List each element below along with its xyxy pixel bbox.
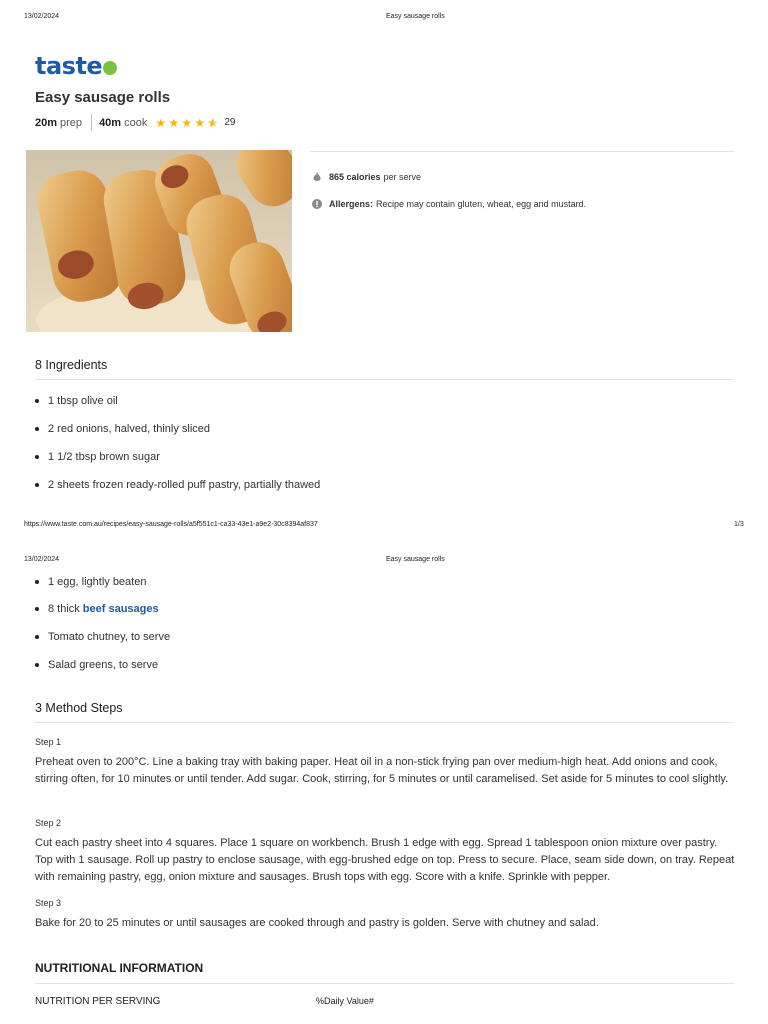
method-rule — [35, 722, 734, 723]
print-header-date: 13/02/2024 — [24, 13, 60, 20]
ingredients-rule — [35, 379, 734, 380]
page-title: Easy sausage rolls — [35, 89, 171, 106]
meta-divider — [91, 114, 92, 131]
beef-sausages-link[interactable]: beef sausages — [82, 603, 159, 615]
logo-text: taste — [35, 52, 103, 80]
logo-dot-icon — [103, 61, 117, 75]
ingredient-item: 1 1/2 tbsp brown sugar — [35, 451, 160, 463]
prep-label: prep — [60, 116, 83, 129]
allergens-row — [312, 199, 586, 209]
calories-value: 865 calories — [329, 172, 381, 182]
daily-value-label: %Daily Value# — [316, 996, 374, 1006]
print-header-title: Easy sausage rolls — [386, 13, 445, 20]
ingredient-item: Salad greens, to serve — [35, 659, 158, 671]
print-header-date: 13/02/2024 — [24, 556, 60, 563]
ingredient-item: 2 sheets frozen ready-rolled puff pastry, partially thawed — [35, 479, 320, 491]
method-heading: 3 Method Steps — [35, 701, 123, 715]
info-divider — [310, 151, 734, 152]
info-icon — [312, 199, 322, 209]
star-icon: ★ — [194, 115, 206, 130]
recipe-photo — [26, 150, 292, 332]
rating-stars[interactable] — [155, 117, 220, 129]
nutrition-heading: NUTRITIONAL INFORMATION — [35, 961, 204, 975]
prep-time: 20m — [35, 116, 58, 129]
star-icon: ★ — [181, 115, 193, 130]
recipe-meta — [35, 114, 235, 131]
calories-suffix: per serve — [383, 172, 422, 182]
print-header-title: Easy sausage rolls — [386, 556, 445, 563]
cook-time: 40m — [99, 116, 122, 129]
ingredient-item: Tomato chutney, to serve — [35, 631, 170, 643]
ingredient-item: 1 egg, lightly beaten — [35, 576, 146, 588]
half-star-icon — [207, 117, 219, 129]
taste-logo[interactable] — [35, 53, 117, 79]
allergens-text: Recipe may contain gluten, wheat, egg and mustard. — [376, 199, 587, 209]
nutrition-per-serving-label: NUTRITION PER SERVING — [35, 996, 161, 1007]
print-footer-page: 1/3 — [734, 521, 744, 528]
flame-icon — [312, 172, 322, 182]
nutrition-rule — [35, 983, 734, 984]
step-label: Step 1 — [35, 737, 62, 747]
step-text: Cut each pastry sheet into 4 squares. Place 1 square on workbench. Brush 1 edge with egg. Spread 1 tablespoon onion mixture over pastry. Top with 1 sausage. Roll up pastry to enclose sausage, with egg-brushed edge on top. Press to secure. Place, seam side down, on tray. Repeat with remaining pastry, egg, onion mixture and sausages. Brush tops with egg. Score with a knife. Sprinkle with pepper. — [35, 837, 735, 883]
step-text: Bake for 20 to 25 minutes or until sausages are cooked through and pastry is golden. Serve with chutney and salad. — [35, 917, 599, 929]
ingredient-item: 2 red onions, halved, thinly sliced — [35, 423, 210, 435]
ingredient-item: 8 thick beef sausages — [35, 603, 159, 615]
ingredients-heading: 8 Ingredients — [35, 358, 108, 372]
allergens-label: Allergens: — [329, 199, 374, 209]
step-text: Preheat oven to 200°C. Line a baking tray with baking paper. Heat oil in a non-stick frying pan over medium-high heat. Add onions and cook, stirring often, for 10 minutes or until tender. Add sugar. Cook, stirring, for 5 minutes or until caramelised. Set aside for 5 minutes to cool slightly. — [35, 756, 729, 785]
print-footer-url: https://www.taste.com.au/recipes/easy-sausage-rolls/a5f551c1-ca33-43e1-a9e2-30c8394af837 — [24, 521, 318, 528]
star-icon: ★ — [155, 115, 167, 130]
star-icon: ★ — [168, 115, 180, 130]
rating-count[interactable]: 29 — [224, 117, 236, 128]
calories-row — [312, 172, 421, 182]
step-label: Step 2 — [35, 818, 62, 828]
step-label: Step 3 — [35, 898, 62, 908]
ingredient-item: 1 tbsp olive oil — [35, 395, 118, 407]
cook-label: cook — [124, 116, 148, 129]
